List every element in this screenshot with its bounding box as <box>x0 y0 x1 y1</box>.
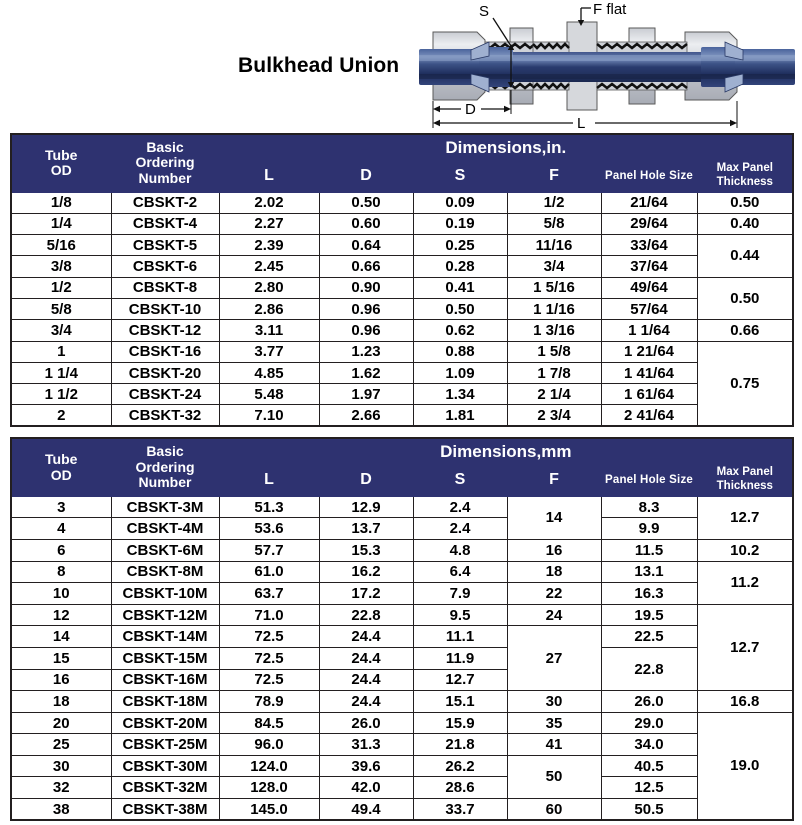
dimension-l-cell: 2.80 <box>219 277 319 298</box>
dimension-s-cell: 26.2 <box>413 755 507 777</box>
max-panel-thickness-cell: 12.7 <box>697 604 793 690</box>
panel-hole-size-cell: 33/64 <box>601 235 697 256</box>
dimension-s-cell: 1.34 <box>413 384 507 405</box>
panel-hole-size-cell: 1 1/64 <box>601 320 697 341</box>
dimension-l-cell: 145.0 <box>219 799 319 821</box>
part-number-cell: CBSKT-8 <box>111 277 219 298</box>
dimension-l-cell: 2.45 <box>219 256 319 277</box>
part-number-cell: CBSKT-16M <box>111 669 219 691</box>
col-header-basic-ordering-number: Basic Ordering Number <box>111 134 219 192</box>
dimension-s-cell: 33.7 <box>413 799 507 821</box>
dimension-d-cell: 31.3 <box>319 734 413 756</box>
part-number-cell: CBSKT-5 <box>111 235 219 256</box>
dimension-f-cell: 41 <box>507 734 601 756</box>
dimension-d-cell: 0.96 <box>319 298 413 319</box>
dimension-l-cell: 78.9 <box>219 691 319 713</box>
panel-hole-size-cell: 21/64 <box>601 192 697 213</box>
table-row <box>11 277 793 298</box>
dimension-l-cell: 2.39 <box>219 235 319 256</box>
part-number-cell: CBSKT-25M <box>111 734 219 756</box>
table-row <box>11 405 793 426</box>
table-header-row-group <box>11 438 793 464</box>
dimension-s-cell: 11.1 <box>413 626 507 648</box>
dimension-d-cell: 49.4 <box>319 799 413 821</box>
dimension-f-cell: 27 <box>507 626 601 691</box>
dimension-l-cell: 71.0 <box>219 604 319 626</box>
dimensions-table-mm <box>10 437 794 821</box>
panel-hole-size-cell: 1 21/64 <box>601 341 697 362</box>
dimension-s-cell: 15.9 <box>413 712 507 734</box>
dimension-f-cell: 24 <box>507 604 601 626</box>
col-header-max-panel-thickness: Max Panel Thickness <box>697 464 793 496</box>
dimension-s-cell: 0.28 <box>413 256 507 277</box>
part-number-cell: CBSKT-18M <box>111 691 219 713</box>
tube-od-cell: 8 <box>11 561 111 583</box>
panel-hole-size-cell: 8.3 <box>601 496 697 518</box>
panel-hole-size-cell: 12.5 <box>601 777 697 799</box>
panel-hole-size-cell: 37/64 <box>601 256 697 277</box>
part-number-cell: CBSKT-20M <box>111 712 219 734</box>
max-panel-thickness-cell: 0.50 <box>697 192 793 213</box>
dimension-s-cell: 0.62 <box>413 320 507 341</box>
tube-od-cell: 10 <box>11 583 111 605</box>
table-row <box>11 235 793 256</box>
part-number-cell: CBSKT-6 <box>111 256 219 277</box>
dimension-l-cell: 72.5 <box>219 669 319 691</box>
tube-od-cell: 30 <box>11 755 111 777</box>
table-row <box>11 712 793 734</box>
panel-hole-size-cell: 57/64 <box>601 298 697 319</box>
col-header-f: F <box>507 160 601 192</box>
dimension-d-cell: 0.90 <box>319 277 413 298</box>
dimension-f-cell: 14 <box>507 496 601 539</box>
part-number-cell: CBSKT-6M <box>111 539 219 561</box>
col-header-basic-ordering-number: Basic Ordering Number <box>111 438 219 496</box>
tube-od-cell: 16 <box>11 669 111 691</box>
table-row <box>11 496 793 518</box>
diagram-label-f-flat: F flat <box>593 2 627 18</box>
table-row <box>11 777 793 799</box>
table-row <box>11 362 793 383</box>
tube-od-cell: 15 <box>11 647 111 669</box>
dimension-s-cell: 1.09 <box>413 362 507 383</box>
panel-hole-size-cell: 22.5 <box>601 626 697 648</box>
max-panel-thickness-cell: 0.40 <box>697 213 793 234</box>
dimension-f-cell: 1 1/16 <box>507 298 601 319</box>
dimension-l-cell: 72.5 <box>219 647 319 669</box>
dimension-d-cell: 0.60 <box>319 213 413 234</box>
part-number-cell: CBSKT-20 <box>111 362 219 383</box>
max-panel-thickness-cell: 12.7 <box>697 496 793 539</box>
col-header-max-panel-thickness: Max Panel Thickness <box>697 160 793 192</box>
col-header-s: S <box>413 464 507 496</box>
dimension-l-cell: 128.0 <box>219 777 319 799</box>
panel-hole-size-cell: 1 41/64 <box>601 362 697 383</box>
panel-hole-size-cell: 49/64 <box>601 277 697 298</box>
dimension-d-cell: 12.9 <box>319 496 413 518</box>
dimension-l-cell: 5.48 <box>219 384 319 405</box>
table-row <box>11 626 793 648</box>
part-number-cell: CBSKT-24 <box>111 384 219 405</box>
table-row <box>11 691 793 713</box>
panel-hole-size-cell: 26.0 <box>601 691 697 713</box>
table-row <box>11 561 793 583</box>
dimension-d-cell: 1.97 <box>319 384 413 405</box>
part-number-cell: CBSKT-10 <box>111 298 219 319</box>
diagram-label-s: S <box>479 3 490 20</box>
dimension-l-cell: 2.02 <box>219 192 319 213</box>
part-number-cell: CBSKT-2 <box>111 192 219 213</box>
table-row <box>11 192 793 213</box>
dimension-f-cell: 35 <box>507 712 601 734</box>
col-header-s: S <box>413 160 507 192</box>
max-panel-thickness-cell: 0.44 <box>697 235 793 278</box>
tube-od-cell: 14 <box>11 626 111 648</box>
dimension-f-cell: 1/2 <box>507 192 601 213</box>
tube-od-cell: 5/8 <box>11 298 111 319</box>
dimension-s-cell: 1.81 <box>413 405 507 426</box>
tube-od-cell: 20 <box>11 712 111 734</box>
part-number-cell: CBSKT-8M <box>111 561 219 583</box>
dimension-f-cell: 60 <box>507 799 601 821</box>
dimension-d-cell: 0.50 <box>319 192 413 213</box>
dimension-s-cell: 0.41 <box>413 277 507 298</box>
max-panel-thickness-cell: 16.8 <box>697 691 793 713</box>
dimension-d-cell: 24.4 <box>319 669 413 691</box>
dimension-s-cell: 2.4 <box>413 518 507 540</box>
table-row <box>11 539 793 561</box>
tube-od-cell: 1 1/2 <box>11 384 111 405</box>
dimension-s-cell: 21.8 <box>413 734 507 756</box>
dimension-s-cell: 0.09 <box>413 192 507 213</box>
panel-hole-size-cell: 22.8 <box>601 647 697 690</box>
part-number-cell: CBSKT-32 <box>111 405 219 426</box>
dimension-s-cell: 9.5 <box>413 604 507 626</box>
dimension-l-cell: 3.11 <box>219 320 319 341</box>
part-number-cell: CBSKT-4M <box>111 518 219 540</box>
dimension-l-cell: 7.10 <box>219 405 319 426</box>
part-number-cell: CBSKT-30M <box>111 755 219 777</box>
dimension-f-cell: 18 <box>507 561 601 583</box>
part-number-cell: CBSKT-14M <box>111 626 219 648</box>
dimension-f-cell: 30 <box>507 691 601 713</box>
part-number-cell: CBSKT-38M <box>111 799 219 821</box>
col-header-dimensions-group: Dimensions,in. <box>219 134 793 160</box>
dimension-d-cell: 24.4 <box>319 626 413 648</box>
dimension-l-cell: 61.0 <box>219 561 319 583</box>
dimension-f-cell: 1 3/16 <box>507 320 601 341</box>
table-row <box>11 583 793 605</box>
tube-od-cell: 12 <box>11 604 111 626</box>
dimension-d-cell: 22.8 <box>319 604 413 626</box>
tube-od-cell: 1/2 <box>11 277 111 298</box>
tube-od-cell: 25 <box>11 734 111 756</box>
panel-hole-size-cell: 34.0 <box>601 734 697 756</box>
part-number-cell: CBSKT-4 <box>111 213 219 234</box>
dimension-d-cell: 15.3 <box>319 539 413 561</box>
dimension-d-cell: 2.66 <box>319 405 413 426</box>
dimension-l-cell: 84.5 <box>219 712 319 734</box>
tube-od-cell: 2 <box>11 405 111 426</box>
dimension-s-cell: 0.88 <box>413 341 507 362</box>
col-header-f: F <box>507 464 601 496</box>
dimension-l-cell: 72.5 <box>219 626 319 648</box>
dimension-d-cell: 42.0 <box>319 777 413 799</box>
dimension-s-cell: 15.1 <box>413 691 507 713</box>
page-title: Bulkhead Union <box>238 54 400 77</box>
tube-od-cell: 3/8 <box>11 256 111 277</box>
dimension-d-cell: 17.2 <box>319 583 413 605</box>
panel-hole-size-cell: 19.5 <box>601 604 697 626</box>
table-row <box>11 256 793 277</box>
table-row <box>11 384 793 405</box>
dimension-l-cell: 96.0 <box>219 734 319 756</box>
col-header-d: D <box>319 160 413 192</box>
col-header-panel-hole-size: Panel Hole Size <box>601 464 697 496</box>
dimension-s-cell: 28.6 <box>413 777 507 799</box>
table-row <box>11 799 793 821</box>
panel-hole-size-cell: 29.0 <box>601 712 697 734</box>
tube-od-cell: 4 <box>11 518 111 540</box>
dimensions-table-inch <box>10 133 794 427</box>
table-row <box>11 298 793 319</box>
part-number-cell: CBSKT-12 <box>111 320 219 341</box>
panel-hole-size-cell: 13.1 <box>601 561 697 583</box>
dimension-f-cell: 2 1/4 <box>507 384 601 405</box>
dimension-l-cell: 2.27 <box>219 213 319 234</box>
table-row <box>11 341 793 362</box>
dimension-s-cell: 7.9 <box>413 583 507 605</box>
table-body-inch <box>11 192 793 426</box>
dimension-s-cell: 4.8 <box>413 539 507 561</box>
dimension-l-cell: 4.85 <box>219 362 319 383</box>
part-number-cell: CBSKT-32M <box>111 777 219 799</box>
dimension-s-cell: 2.4 <box>413 496 507 518</box>
table-body-mm <box>11 496 793 820</box>
panel-hole-size-cell: 9.9 <box>601 518 697 540</box>
diagram-label-l: L <box>577 115 586 130</box>
dimension-l-cell: 3.77 <box>219 341 319 362</box>
dimension-f-cell: 1 5/8 <box>507 341 601 362</box>
tube-od-cell: 3 <box>11 496 111 518</box>
table-row <box>11 518 793 540</box>
table-row <box>11 213 793 234</box>
dimension-d-cell: 16.2 <box>319 561 413 583</box>
dimension-s-cell: 12.7 <box>413 669 507 691</box>
tube-od-cell: 38 <box>11 799 111 821</box>
dimension-s-cell: 0.50 <box>413 298 507 319</box>
tube-od-cell: 1/8 <box>11 192 111 213</box>
dimension-s-cell: 0.19 <box>413 213 507 234</box>
dimension-f-cell: 1 5/16 <box>507 277 601 298</box>
panel-hole-size-cell: 40.5 <box>601 755 697 777</box>
panel-hole-size-cell: 50.5 <box>601 799 697 821</box>
panel-hole-size-cell: 29/64 <box>601 213 697 234</box>
table-row <box>11 320 793 341</box>
dimension-f-cell: 50 <box>507 755 601 798</box>
dimension-f-cell: 11/16 <box>507 235 601 256</box>
dimension-f-cell: 16 <box>507 539 601 561</box>
dimension-d-cell: 0.96 <box>319 320 413 341</box>
dimension-l-cell: 53.6 <box>219 518 319 540</box>
max-panel-thickness-cell: 10.2 <box>697 539 793 561</box>
dimension-s-cell: 0.25 <box>413 235 507 256</box>
dimension-d-cell: 24.4 <box>319 647 413 669</box>
tube-od-cell: 3/4 <box>11 320 111 341</box>
table-row <box>11 647 793 669</box>
dimension-f-cell: 1 7/8 <box>507 362 601 383</box>
dimension-d-cell: 13.7 <box>319 518 413 540</box>
dimension-f-cell: 5/8 <box>507 213 601 234</box>
dimension-l-cell: 63.7 <box>219 583 319 605</box>
dimension-l-cell: 51.3 <box>219 496 319 518</box>
dimension-l-cell: 2.86 <box>219 298 319 319</box>
dimension-l-cell: 57.7 <box>219 539 319 561</box>
panel-hole-size-cell: 2 41/64 <box>601 405 697 426</box>
dimension-s-cell: 6.4 <box>413 561 507 583</box>
table-row <box>11 604 793 626</box>
tube-od-cell: 1 <box>11 341 111 362</box>
table-spacer <box>0 427 802 437</box>
col-header-l: L <box>219 160 319 192</box>
panel-hole-size-cell: 11.5 <box>601 539 697 561</box>
col-header-d: D <box>319 464 413 496</box>
dimension-d-cell: 24.4 <box>319 691 413 713</box>
table-row <box>11 734 793 756</box>
max-panel-thickness-cell: 11.2 <box>697 561 793 604</box>
col-header-l: L <box>219 464 319 496</box>
max-panel-thickness-cell: 0.66 <box>697 320 793 341</box>
dimension-d-cell: 0.66 <box>319 256 413 277</box>
diagram-label-d: D <box>465 101 476 118</box>
dimension-f-cell: 2 3/4 <box>507 405 601 426</box>
tube-od-cell: 6 <box>11 539 111 561</box>
part-number-cell: CBSKT-10M <box>111 583 219 605</box>
col-header-panel-hole-size: Panel Hole Size <box>601 160 697 192</box>
max-panel-thickness-cell: 19.0 <box>697 712 793 820</box>
part-number-cell: CBSKT-3M <box>111 496 219 518</box>
dimension-d-cell: 39.6 <box>319 755 413 777</box>
col-header-tube-od: Tube OD <box>11 134 111 192</box>
tube-od-cell: 18 <box>11 691 111 713</box>
max-panel-thickness-cell: 0.50 <box>697 277 793 320</box>
tube-od-cell: 32 <box>11 777 111 799</box>
dimension-d-cell: 1.23 <box>319 341 413 362</box>
dimension-f-cell: 3/4 <box>507 256 601 277</box>
col-header-tube-od: Tube OD <box>11 438 111 496</box>
table-header-row-group <box>11 134 793 160</box>
part-number-cell: CBSKT-15M <box>111 647 219 669</box>
bulkhead-union-diagram <box>415 2 800 130</box>
dimension-d-cell: 0.64 <box>319 235 413 256</box>
part-number-cell: CBSKT-16 <box>111 341 219 362</box>
tube-od-cell: 1 1/4 <box>11 362 111 383</box>
dimension-d-cell: 26.0 <box>319 712 413 734</box>
panel-hole-size-cell: 16.3 <box>601 583 697 605</box>
header-area <box>0 0 802 133</box>
table-row <box>11 755 793 777</box>
col-header-dimensions-group: Dimensions,mm <box>219 438 793 464</box>
tube-od-cell: 5/16 <box>11 235 111 256</box>
tube-od-cell: 1/4 <box>11 213 111 234</box>
max-panel-thickness-cell: 0.75 <box>697 341 793 426</box>
dimension-s-cell: 11.9 <box>413 647 507 669</box>
panel-hole-size-cell: 1 61/64 <box>601 384 697 405</box>
dimension-d-cell: 1.62 <box>319 362 413 383</box>
part-number-cell: CBSKT-12M <box>111 604 219 626</box>
dimension-f-cell: 22 <box>507 583 601 605</box>
dimension-l-cell: 124.0 <box>219 755 319 777</box>
